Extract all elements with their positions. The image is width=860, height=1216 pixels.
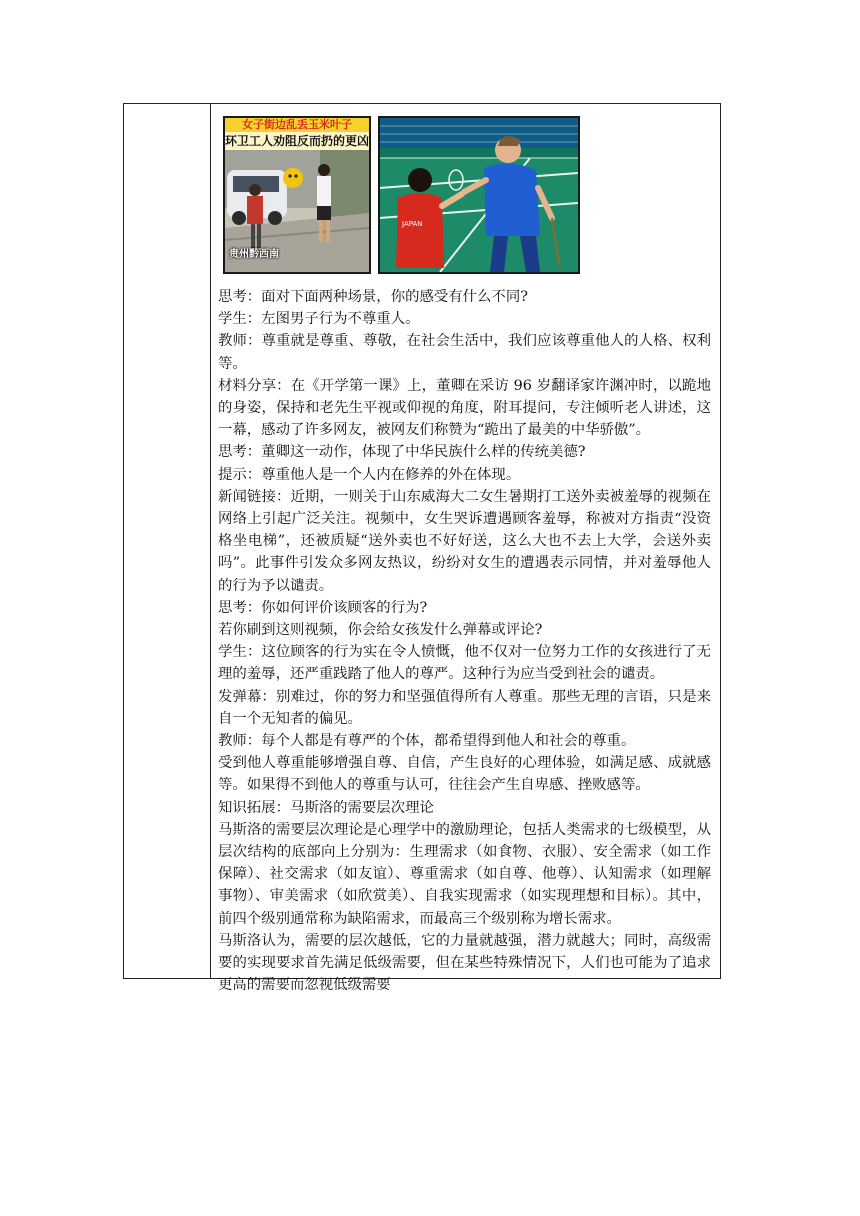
photo-banner-top: 女子街边乱丢玉米叶子 [225,118,369,132]
photo-caption: 贵州黔西南 [229,249,279,260]
paragraph-hint: 提示：尊重他人是一个人内在修养的外在体现。 [218,466,521,483]
paragraph-teacher-1: 教师：尊重就是尊重、尊敬，在社会生活中，我们应该尊重他人的人格、权利等。 [218,333,711,372]
lesson-body-text [218,286,711,997]
table-left-column [124,104,211,978]
paragraph-danmu: 发弹幕：别难过，你的努力和坚强值得所有人尊重。那些无理的言语，只是来自一个无知者的偏见。 [218,688,711,727]
paragraph-think-3: 思考：你如何评价该顾客的行为? [218,599,428,616]
street-scene-photo [223,116,371,274]
paragraph-material-share: 材料分享：在《开学第一课》上，董卿在采访 96 岁翻译家许渊冲时，以跪地的身姿，保持和老先生平视或仰视的角度，附耳提问，专注倾听老人讲述，这一幕，感动了许多网友，被网友们称赞为“跪出了最美的中华骄傲”。 [218,377,711,439]
paragraph-respect-effects: 受到他人尊重能够增强自尊、自信，产生良好的心理体验，如满足感、成就感等。如果得不到他人的尊重与认可，往往会产生自卑感、挫败感等。 [218,755,711,794]
paragraph-question: 若你刷到这则视频，你会给女孩发什么弹幕或评论? [218,622,543,639]
paragraph-maslow-1: 马斯洛的需要层次理论是心理学中的激励理论，包括人类需求的七级模型，从层次结构的底部向上分别为：生理需求（如食物、衣服）、安全需求（如工作保障）、社交需求（如友谊）、尊重需求（如自尊、他尊）、认知需求（如理解事物）、审美需求（如欣赏美）、自我实现需求（如实现理想和目标）。其中，前四个级别通常称为缺陷需求，而最高三个级别称为增长需求。 [218,821,711,927]
paragraph-student-2: 学生：这位顾客的行为实在令人愤慨，他不仅对一位努力工作的女孩进行了无理的羞辱，还严重践踏了他人的尊严。这种行为应当受到社会的谴责。 [218,644,711,683]
badminton-handshake-photo [378,116,580,274]
lesson-table [123,103,721,994]
paragraph-student-1: 学生：左图男子行为不尊重人。 [218,311,420,328]
paragraph-knowledge-ext: 知识拓展：马斯洛的需要层次理论 [218,799,434,816]
paragraph-think-1: 思考：面对下面两种场景，你的感受有什么不同? [218,289,528,305]
paragraph-maslow-2: 马斯洛认为，需要的层次越低，它的力量就越强，潜力就越大；同时，高级需要的实现要求首先满足低级需要，但在某些特殊情况下，人们也可能为了追求更高的需要而忽视低级需要 [218,932,711,994]
photo-banner-mid: 环卫工人劝阻反而扔的更凶 [225,134,369,148]
jersey-text-right: JAPAN [402,220,423,228]
paragraph-news-link: 新闻链接：近期，一则关于山东威海大二女生暑期打工送外卖被羞辱的视频在网络上引起广泛关注。视频中，女生哭诉遭遇顾客羞辱，称被对方指责“没资格坐电梯”，还被质疑“送外卖也不好好送，这么大也不去上大学，会送外卖吗”。此事件引发众多网友热议，纷纷对女生的遭遇表示同情，并对羞辱他人的行为予以谴责。 [218,488,711,594]
paragraph-teacher-2: 教师：每个人都是有尊严的个体，都希望得到他人和社会的尊重。 [218,733,636,750]
table-right-column [211,104,720,994]
paragraph-think-2: 思考：董卿这一动作，体现了中华民族什么样的传统美德? [218,444,586,461]
